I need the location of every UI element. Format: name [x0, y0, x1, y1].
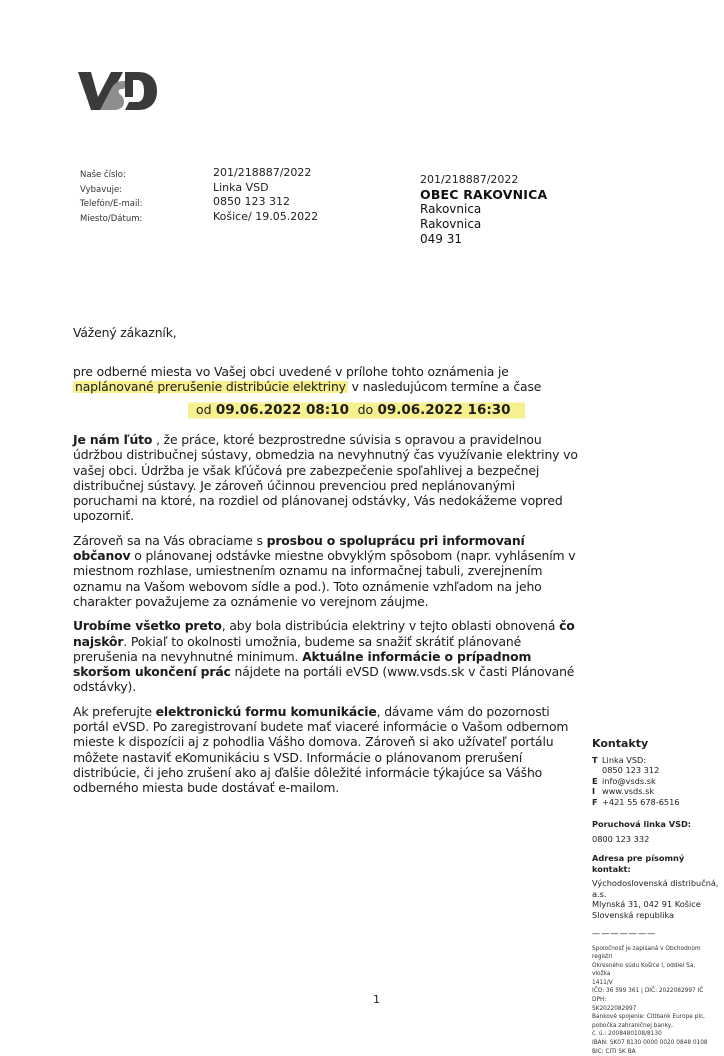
phone-key: T: [592, 755, 602, 766]
cooperation-text-a: Zároveň sa na Vás obraciame s: [73, 533, 267, 548]
meta-label-handled-by: Vybavuje:: [80, 183, 143, 198]
web-value: www.vsds.sk: [602, 786, 654, 797]
fine-line: pobočka zahraničnej banky,: [592, 1022, 712, 1031]
address-line-3: Mlynská 31, 042 91 Košice: [592, 899, 720, 910]
fax-value: +421 55 678-6516: [602, 797, 680, 808]
recipient-reference: 201/218887/2022: [420, 172, 547, 187]
page-number: 1: [373, 993, 380, 1006]
meta-value-handled-by: Linka VSD: [213, 181, 318, 196]
fine-line: IČO: 36 599 361 | DIČ: 2022082997 IČ DPH:: [592, 987, 712, 1004]
fine-line: Spoločnosť je zapísaná v Obchodnom registri: [592, 945, 712, 962]
intro-paragraph: [73, 364, 578, 395]
address-line-1: Východoslovenská distribučná,: [592, 878, 720, 889]
greeting: Vážený zákazník,: [73, 325, 578, 340]
meta-value-our-number: 201/218887/2022: [213, 166, 318, 181]
ecomm-text-b: , dávame vám do pozornosti portál eVSD. Po zaregistrovaní budete mať viaceré informácie o Vašom odbernom mieste k dispozícii aj z pohodlia Vášho domova. Zároveň si ako užívateľ portálu môžete nastaviť eKomunikáciu s VSD. Informácie o plánovanom prerušení distribúcie, či jeho zrušení ako aj ďalšie dôležité informácie týkajúce sa Vášho odberného miesta bude dostávať e-mailom.: [73, 704, 568, 795]
vsd-logo-icon: [78, 69, 158, 113]
paragraph-ecommunication: [73, 704, 578, 796]
meta-label-our-number: Naše číslo:: [80, 168, 143, 183]
fine-line: Okresného súdu Košice I, oddiel Sa, vložka: [592, 962, 712, 979]
fine-line: Bankové spojenie: Citibank Europe plc,: [592, 1013, 712, 1022]
letter-body: [73, 432, 578, 805]
recipient-postcode: 049 31: [420, 232, 547, 247]
web-key: I: [592, 786, 602, 797]
phone-number: 0850 123 312: [602, 765, 659, 776]
restore-text-c: nájdete na portáli eVSD (www.vsds.sk v časti Plánované odstávky).: [73, 664, 574, 694]
meta-label-phone-email: Telefón/E-mail:: [80, 197, 143, 212]
address-label: Adresa pre písomný kontakt:: [592, 853, 720, 874]
meta-value-place-date: Košice/ 19.05.2022: [213, 210, 318, 225]
vsd-logo: [78, 69, 158, 113]
recipient-line1: Rakovnica: [420, 202, 547, 217]
paragraph-cooperation: [73, 533, 578, 609]
email-value: info@vsds.sk: [602, 776, 656, 787]
restore-bold-2: čo najskôr: [73, 618, 575, 648]
divider: ———————: [592, 928, 720, 939]
intro-text: pre odberné miesta vo Vašej obci uvedené v prílohe tohto oznámenia je: [73, 364, 509, 379]
fine-line: IBAN: SK07 8130 0000 0020 0848 0108: [592, 1039, 712, 1048]
recipient-line2: Rakovnica: [420, 217, 547, 232]
restore-text-b: . Pokiaľ to okolnosti umožnia, budeme sa snažiť skrátiť plánované prerušenia na nevyhnutné minimum.: [73, 634, 521, 664]
term-from-label: od: [196, 402, 212, 417]
term-to: 09.06.2022 16:30: [377, 402, 510, 418]
ecomm-bold: elektronickú formu komunikácie: [156, 704, 377, 719]
paragraph-apology: [73, 432, 578, 524]
recipient-address: [420, 172, 547, 247]
term-to-label: do: [358, 402, 374, 417]
outage-term: [188, 400, 525, 420]
intro-highlight: naplánované prerušenie distribúcie elektriny: [73, 379, 348, 394]
restore-text-a: , aby bola distribúcia elektriny v tejto oblasti obnovená: [222, 618, 559, 633]
fine-line: č. ú.: 2008480108/8130: [592, 1030, 712, 1039]
address-line-4: Slovenská republika: [592, 910, 720, 921]
meta-labels: [80, 168, 143, 226]
address-line-2: a.s.: [592, 889, 720, 900]
intro-text-after: v nasledujúcom termíne a čase: [348, 379, 541, 394]
meta-value-phone: 0850 123 312: [213, 195, 318, 210]
company-fine-print: [592, 945, 712, 1056]
contact-row-web: [592, 786, 720, 797]
contacts-title: Kontakty: [592, 739, 720, 750]
cooperation-text-b: o plánovanej odstávke miestne obvyklým spôsobom (napr. vyhlásením v miestnom rozhlase, umiestnením oznamu na informačnej tabuli, zverejnením oznamu na Vašom webovom sídle a pod.). Toto oznámenie vzhľadom na jeho charakter považujeme za oznámenie vo verejnom záujme.: [73, 548, 575, 609]
meta-label-place-date: Miesto/Dátum:: [80, 212, 143, 227]
apology-text: , že práce, ktoré bezprostredne súvisia s opravou a pravidelnou údržbou distribučnej sústavy, obmedzia na nevyhnutný čas využívanie elektriny vo vašej obci. Údržba je však kľúčová pre zabezpečenie spoľahlivej a bezpečnej distribučnej sústavy. Je zároveň účinnou prevenciou pred neplánovanými poruchami na ktoré, na rozdiel od plánovanej odstávky, Vás nedokážeme vopred upozorniť.: [73, 432, 578, 523]
meta-values: [213, 166, 318, 224]
email-key: E: [592, 776, 602, 787]
fine-line: BIC: CITI SK BA: [592, 1048, 712, 1056]
fine-line: SK2022082997: [592, 1005, 712, 1014]
fax-key: F: [592, 797, 602, 808]
fine-line: 1411/V: [592, 979, 712, 988]
apology-bold: Je nám ľúto: [73, 432, 152, 447]
phone-label: Linka VSD:: [602, 755, 646, 766]
restore-bold-1: Urobíme všetko preto: [73, 618, 222, 633]
restore-bold-3: Aktuálne informácie o prípadnom skoršom ukončení prác: [73, 649, 531, 679]
ecomm-text-a: Ak preferujte: [73, 704, 156, 719]
cooperation-bold: prosbou o spoluprácu pri informovaní občanov: [73, 533, 525, 563]
paragraph-restore: [73, 618, 578, 694]
contact-row-phone: [592, 755, 720, 766]
contact-row-fax: [592, 797, 720, 808]
phone-number-key: [592, 765, 602, 776]
recipient-name: OBEC RAKOVNICA: [420, 187, 547, 202]
contact-row-email: [592, 776, 720, 787]
fault-line-label: Poruchová linka VSD:: [592, 819, 720, 830]
fault-line-number: 0800 123 332: [592, 834, 720, 845]
contacts-sidebar: [592, 739, 720, 1056]
contact-row-phone-number: [592, 765, 720, 776]
term-from: 09.06.2022 08:10: [216, 402, 349, 418]
